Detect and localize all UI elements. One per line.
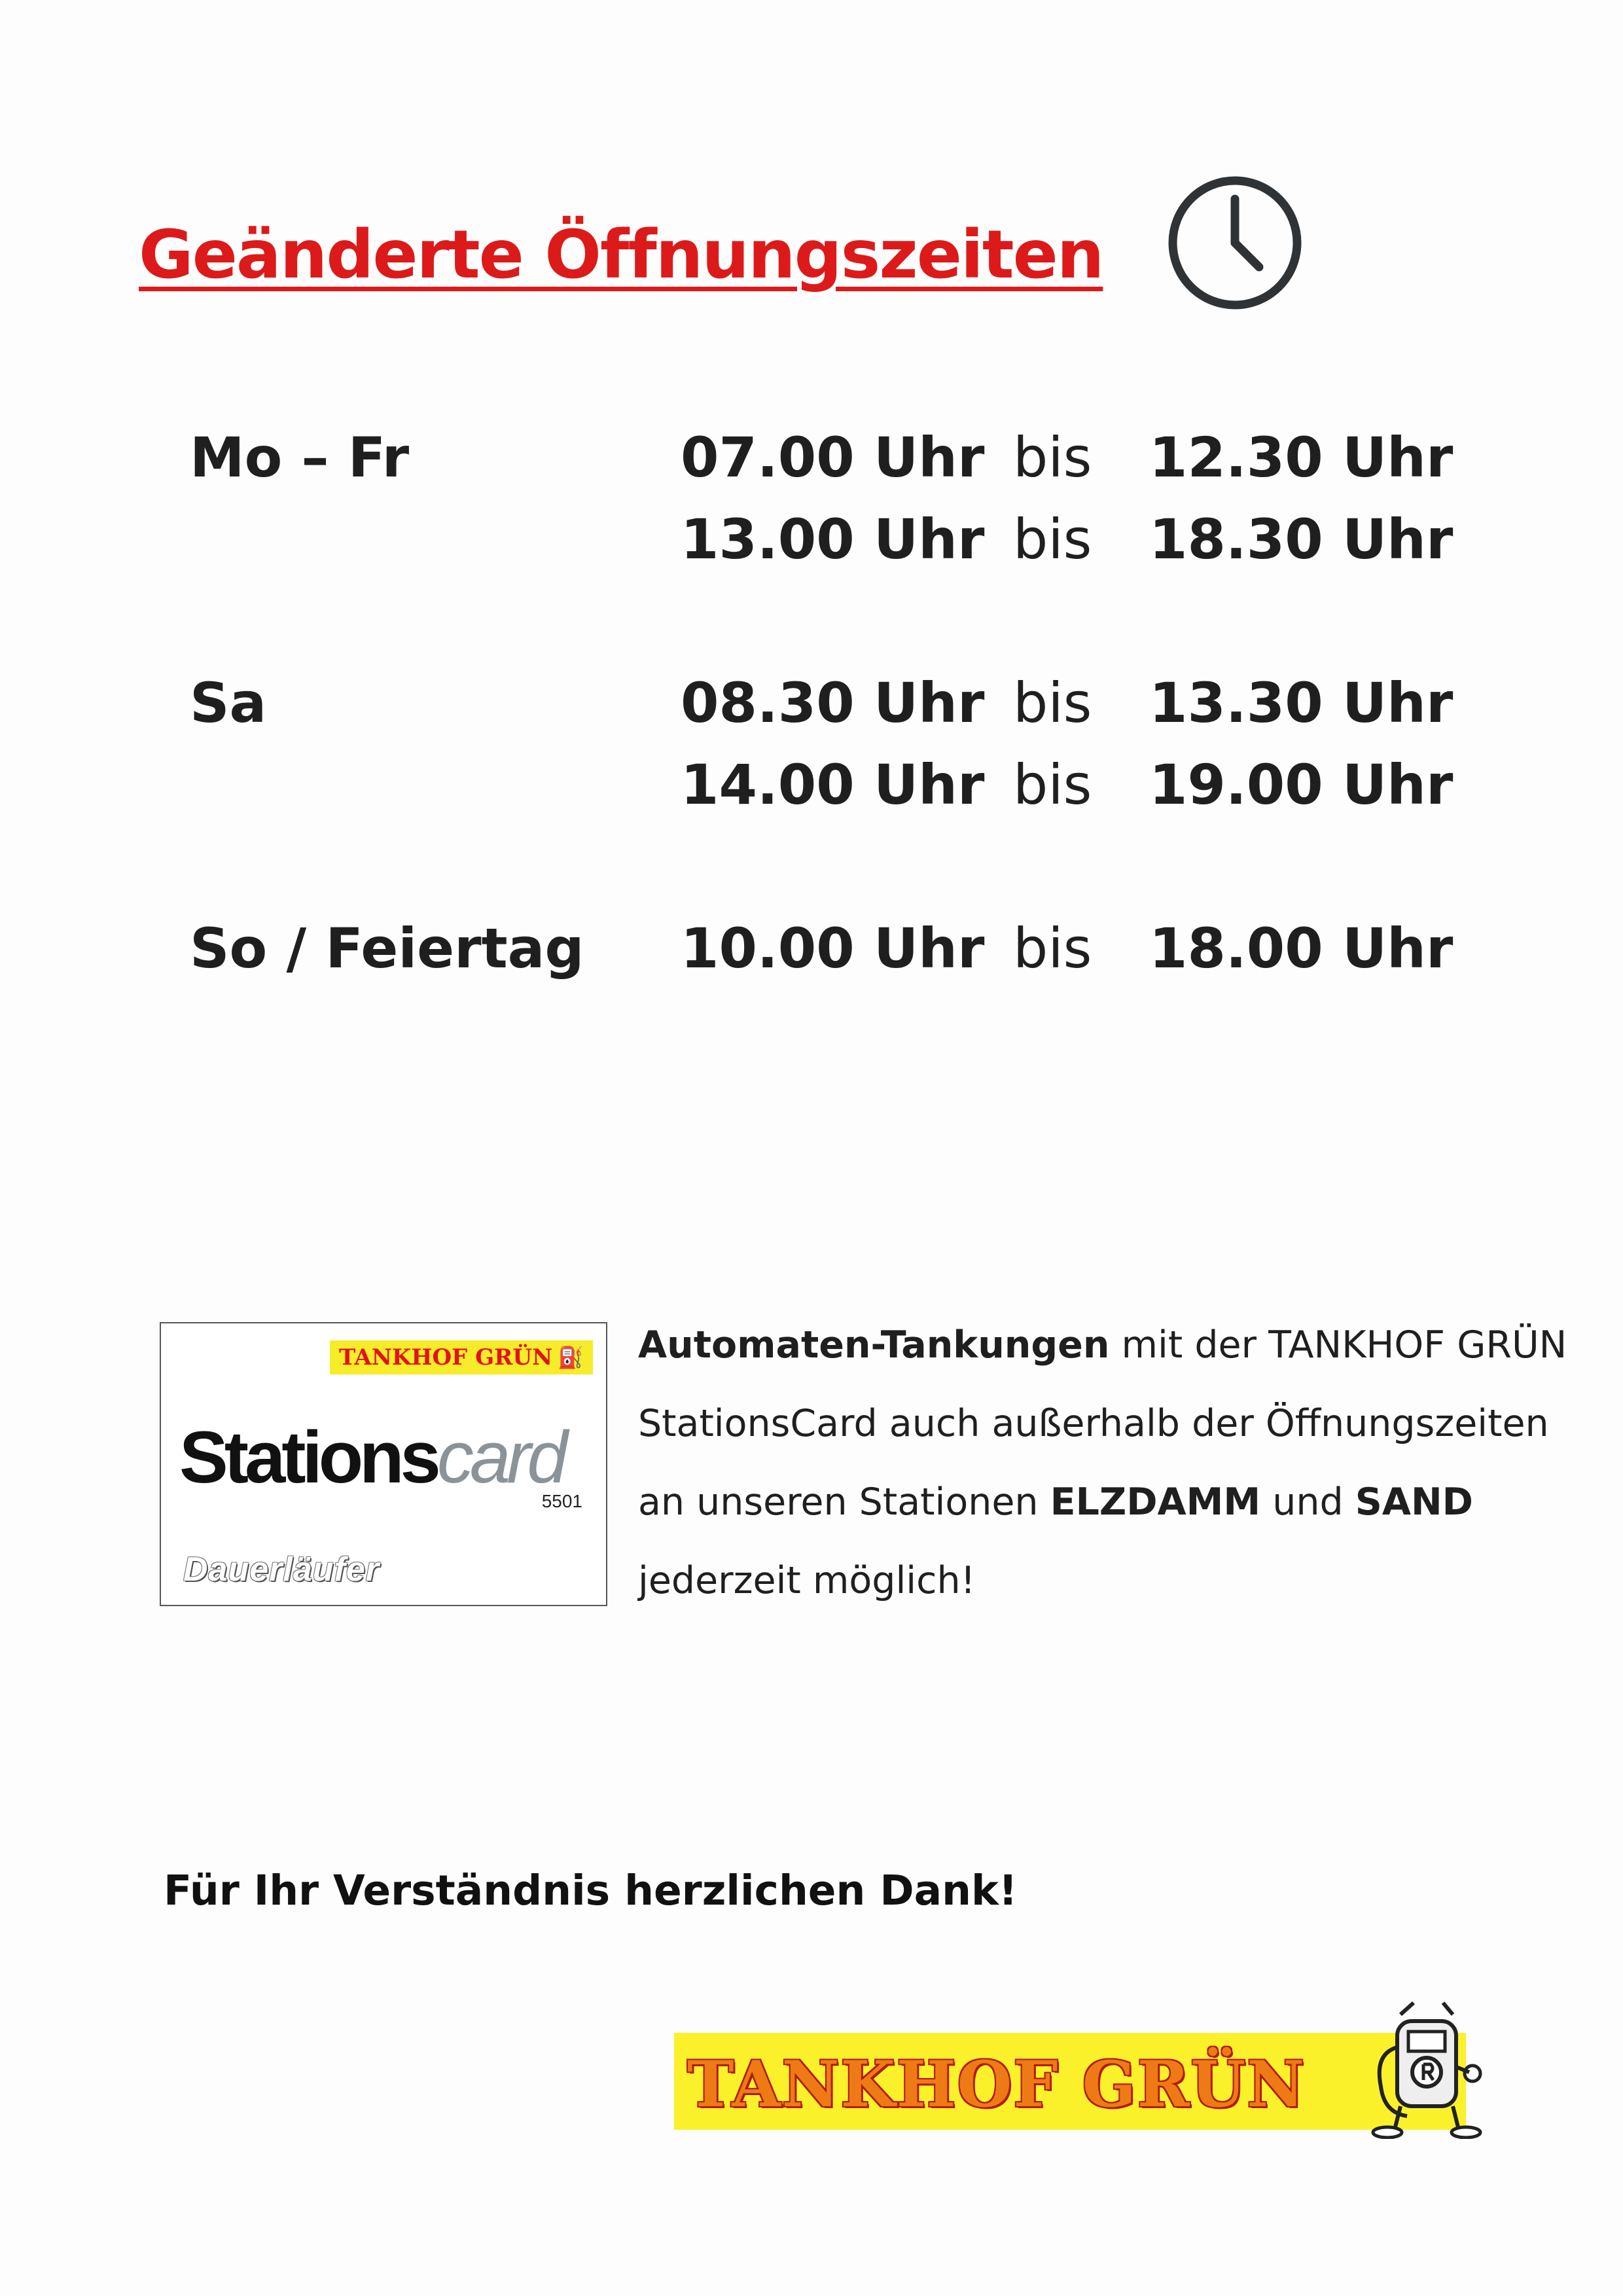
time-to: 13.30 Uhr (1149, 671, 1454, 735)
card-brand-badge (330, 1340, 593, 1374)
logo-text: TANKHOF GRÜN (687, 2047, 1306, 2121)
station-elzdamm: ELZDAMM (1050, 1480, 1261, 1524)
card-number: 5501 (541, 1491, 582, 1511)
info-bold: Automaten-Tankungen (638, 1323, 1110, 1367)
card-subtitle: Dauerläufer (183, 1551, 380, 1588)
time-slot (681, 753, 1453, 817)
station-sand: SAND (1355, 1480, 1473, 1524)
clock-icon (1166, 174, 1304, 312)
time-from: 08.30 Uhr (681, 671, 985, 735)
time-separator: bis (1013, 916, 1092, 980)
day-label-sunday-holiday: So / Feiertag (190, 916, 584, 980)
stationscard-image (160, 1322, 607, 1606)
info-text: mit der TANKHOF GRÜN (1109, 1323, 1567, 1367)
card-brand-text: TANKHOF GRÜN (338, 1344, 553, 1371)
info-line-4: jederzeit möglich! (638, 1559, 976, 1602)
info-line-3 (638, 1480, 1473, 1524)
day-label-saturday: Sa (190, 671, 267, 735)
time-separator: bis (1013, 753, 1092, 817)
tankhof-gruen-logo (674, 2033, 1466, 2130)
time-slot (681, 425, 1453, 490)
info-line-1 (638, 1323, 1567, 1367)
time-from: 07.00 Uhr (681, 425, 985, 490)
time-slot (681, 916, 1453, 980)
fuel-pump-mascot-icon (1361, 2001, 1492, 2139)
card-title-stations: Stations (179, 1416, 437, 1498)
thanks-text: Für Ihr Verständnis herzlichen Dank! (164, 1867, 1018, 1914)
time-separator: bis (1013, 507, 1092, 571)
time-from: 14.00 Uhr (681, 753, 985, 817)
mascot-icon: ⛽ (558, 1345, 584, 1370)
time-to: 18.30 Uhr (1149, 507, 1454, 571)
day-label-weekdays: Mo – Fr (190, 425, 410, 490)
time-to: 12.30 Uhr (1149, 425, 1454, 490)
time-from: 13.00 Uhr (681, 507, 985, 571)
time-from: 10.00 Uhr (681, 916, 985, 980)
info-line-2: StationsCard auch außerhalb der Öffnungszeiten (638, 1402, 1549, 1445)
time-to: 19.00 Uhr (1149, 753, 1454, 817)
time-slot (681, 671, 1453, 735)
time-to: 18.00 Uhr (1149, 916, 1454, 980)
info-text: an unseren Stationen (638, 1480, 1050, 1524)
page-title: Geänderte Öffnungszeiten (139, 216, 1103, 294)
time-separator: bis (1013, 425, 1092, 490)
card-title (179, 1415, 564, 1499)
card-title-card: card (437, 1416, 564, 1498)
time-separator: bis (1013, 671, 1092, 735)
time-slot (681, 507, 1453, 571)
info-text: und (1260, 1480, 1355, 1524)
